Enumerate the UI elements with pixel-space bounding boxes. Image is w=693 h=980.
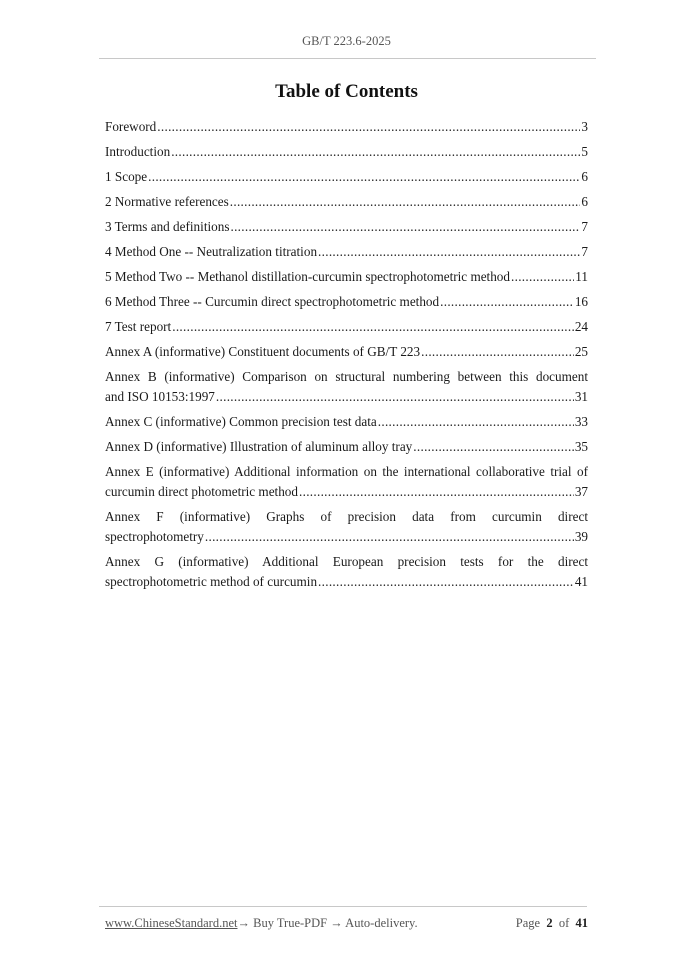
toc-entry-page: 35 — [574, 439, 588, 454]
toc-entry-annex-e[interactable] — [105, 462, 588, 502]
footer-divider — [99, 906, 587, 907]
toc-entry-label: Foreword — [105, 119, 157, 134]
dot-leader — [318, 242, 580, 262]
toc-entry-label: 7 Test report — [105, 319, 172, 334]
toc-entry-annex-a[interactable] — [105, 342, 588, 362]
dot-leader — [230, 217, 580, 237]
toc-entry-page: 7 — [581, 244, 588, 259]
toc-entry-page: 31 — [574, 389, 588, 404]
page-header: GB/T 223.6-2025 — [302, 34, 391, 48]
toc-entry-label: Introduction — [105, 144, 171, 159]
dot-leader — [440, 292, 574, 312]
dot-leader — [216, 387, 574, 407]
dot-leader — [511, 267, 574, 287]
toc-entry-page: 33 — [574, 414, 588, 429]
total-pages: 41 — [575, 916, 588, 930]
toc-entry-introduction[interactable] — [105, 142, 588, 162]
toc-entry-page: 6 — [581, 194, 588, 209]
toc-entry-annex-g[interactable] — [105, 552, 588, 592]
arrow-icon: → — [237, 916, 250, 930]
toc-entry-page: 39 — [574, 529, 588, 544]
dot-leader — [172, 317, 574, 337]
dot-leader — [205, 527, 574, 547]
toc-entry-label: 2 Normative references — [105, 194, 229, 209]
dot-leader — [148, 167, 580, 187]
toc-entry-label: Annex C (informative) Common precision test data — [105, 414, 377, 429]
toc-entry-normative-references[interactable] — [105, 192, 588, 212]
toc-entry-annex-f[interactable] — [105, 507, 588, 547]
buy-text: Buy True-PDF — [250, 916, 331, 930]
toc-entry-page: 16 — [574, 294, 588, 309]
dot-leader — [157, 117, 580, 137]
toc-entry-label: 3 Terms and definitions — [105, 219, 230, 234]
toc-entry-method-three[interactable] — [105, 292, 588, 312]
toc-entry-annex-d[interactable] — [105, 437, 588, 457]
of-word: of — [558, 916, 570, 930]
toc-entry-label: 1 Scope — [105, 169, 148, 184]
toc-entry-method-one[interactable] — [105, 242, 588, 262]
toc-entry-page: 3 — [581, 119, 588, 134]
website-link[interactable]: www.ChineseStandard.net — [105, 916, 238, 930]
header-divider — [99, 58, 596, 59]
delivery-text: Auto-delivery. — [342, 916, 418, 930]
toc-entry-annex-b[interactable] — [105, 367, 588, 407]
toc-entry-page: 24 — [574, 319, 588, 334]
toc-entry-label-line1: Annex E (informative) Additional information on the international collaborative trial of — [105, 464, 588, 479]
dot-leader — [413, 437, 574, 457]
toc-entry-label: spectrophotometric method of curcumin — [105, 574, 318, 589]
dot-leader — [230, 192, 581, 212]
toc-entry-page: 5 — [581, 144, 588, 159]
toc-entry-label: 5 Method Two -- Methanol distillation-curcumin spectrophotometric method — [105, 269, 510, 284]
toc-entry-label: and ISO 10153:1997 — [105, 389, 215, 404]
current-page: 2 — [546, 916, 553, 930]
page-word: Page — [515, 916, 541, 930]
toc-entry-label: Annex A (informative) Constituent documents of GB/T 223 — [105, 344, 421, 359]
dot-leader — [318, 572, 574, 592]
toc-entry-page: 25 — [574, 344, 588, 359]
toc-entry-label: 6 Method Three -- Curcumin direct spectrophotometric method — [105, 294, 440, 309]
toc-entry-page: 41 — [574, 574, 588, 589]
toc-entry-foreword[interactable] — [105, 117, 588, 137]
toc-entry-page: 7 — [581, 219, 588, 234]
toc-title: Table of Contents — [275, 81, 418, 102]
toc-entry-label-line1: Annex B (informative) Comparison on structural numbering between this document — [105, 369, 588, 384]
toc-entry-label: curcumin direct photometric method — [105, 484, 298, 499]
dot-leader — [299, 482, 574, 502]
footer-promo — [105, 916, 418, 931]
toc-entry-label: spectrophotometry — [105, 529, 204, 544]
arrow-icon: → — [330, 916, 343, 930]
toc-entry-page: 37 — [574, 484, 588, 499]
toc-entry-terms-and-definitions[interactable] — [105, 217, 588, 237]
page-number — [516, 916, 588, 931]
toc-entry-scope[interactable] — [105, 167, 588, 187]
dot-leader — [378, 412, 574, 432]
toc-entry-label: 4 Method One -- Neutralization titration — [105, 244, 318, 259]
toc-entry-test-report[interactable] — [105, 317, 588, 337]
table-of-contents — [105, 117, 588, 597]
dot-leader — [421, 342, 574, 362]
toc-entry-method-two[interactable] — [105, 267, 588, 287]
toc-entry-label: Annex D (informative) Illustration of aluminum alloy tray — [105, 439, 413, 454]
toc-entry-page: 11 — [575, 269, 588, 284]
dot-leader — [171, 142, 580, 162]
toc-entry-page: 6 — [581, 169, 588, 184]
toc-entry-label-line1: Annex F (informative) Graphs of precision data from curcumin direct — [105, 509, 588, 524]
toc-entry-annex-c[interactable] — [105, 412, 588, 432]
toc-entry-label-line1: Annex G (informative) Additional European precision tests for the direct — [105, 554, 588, 569]
